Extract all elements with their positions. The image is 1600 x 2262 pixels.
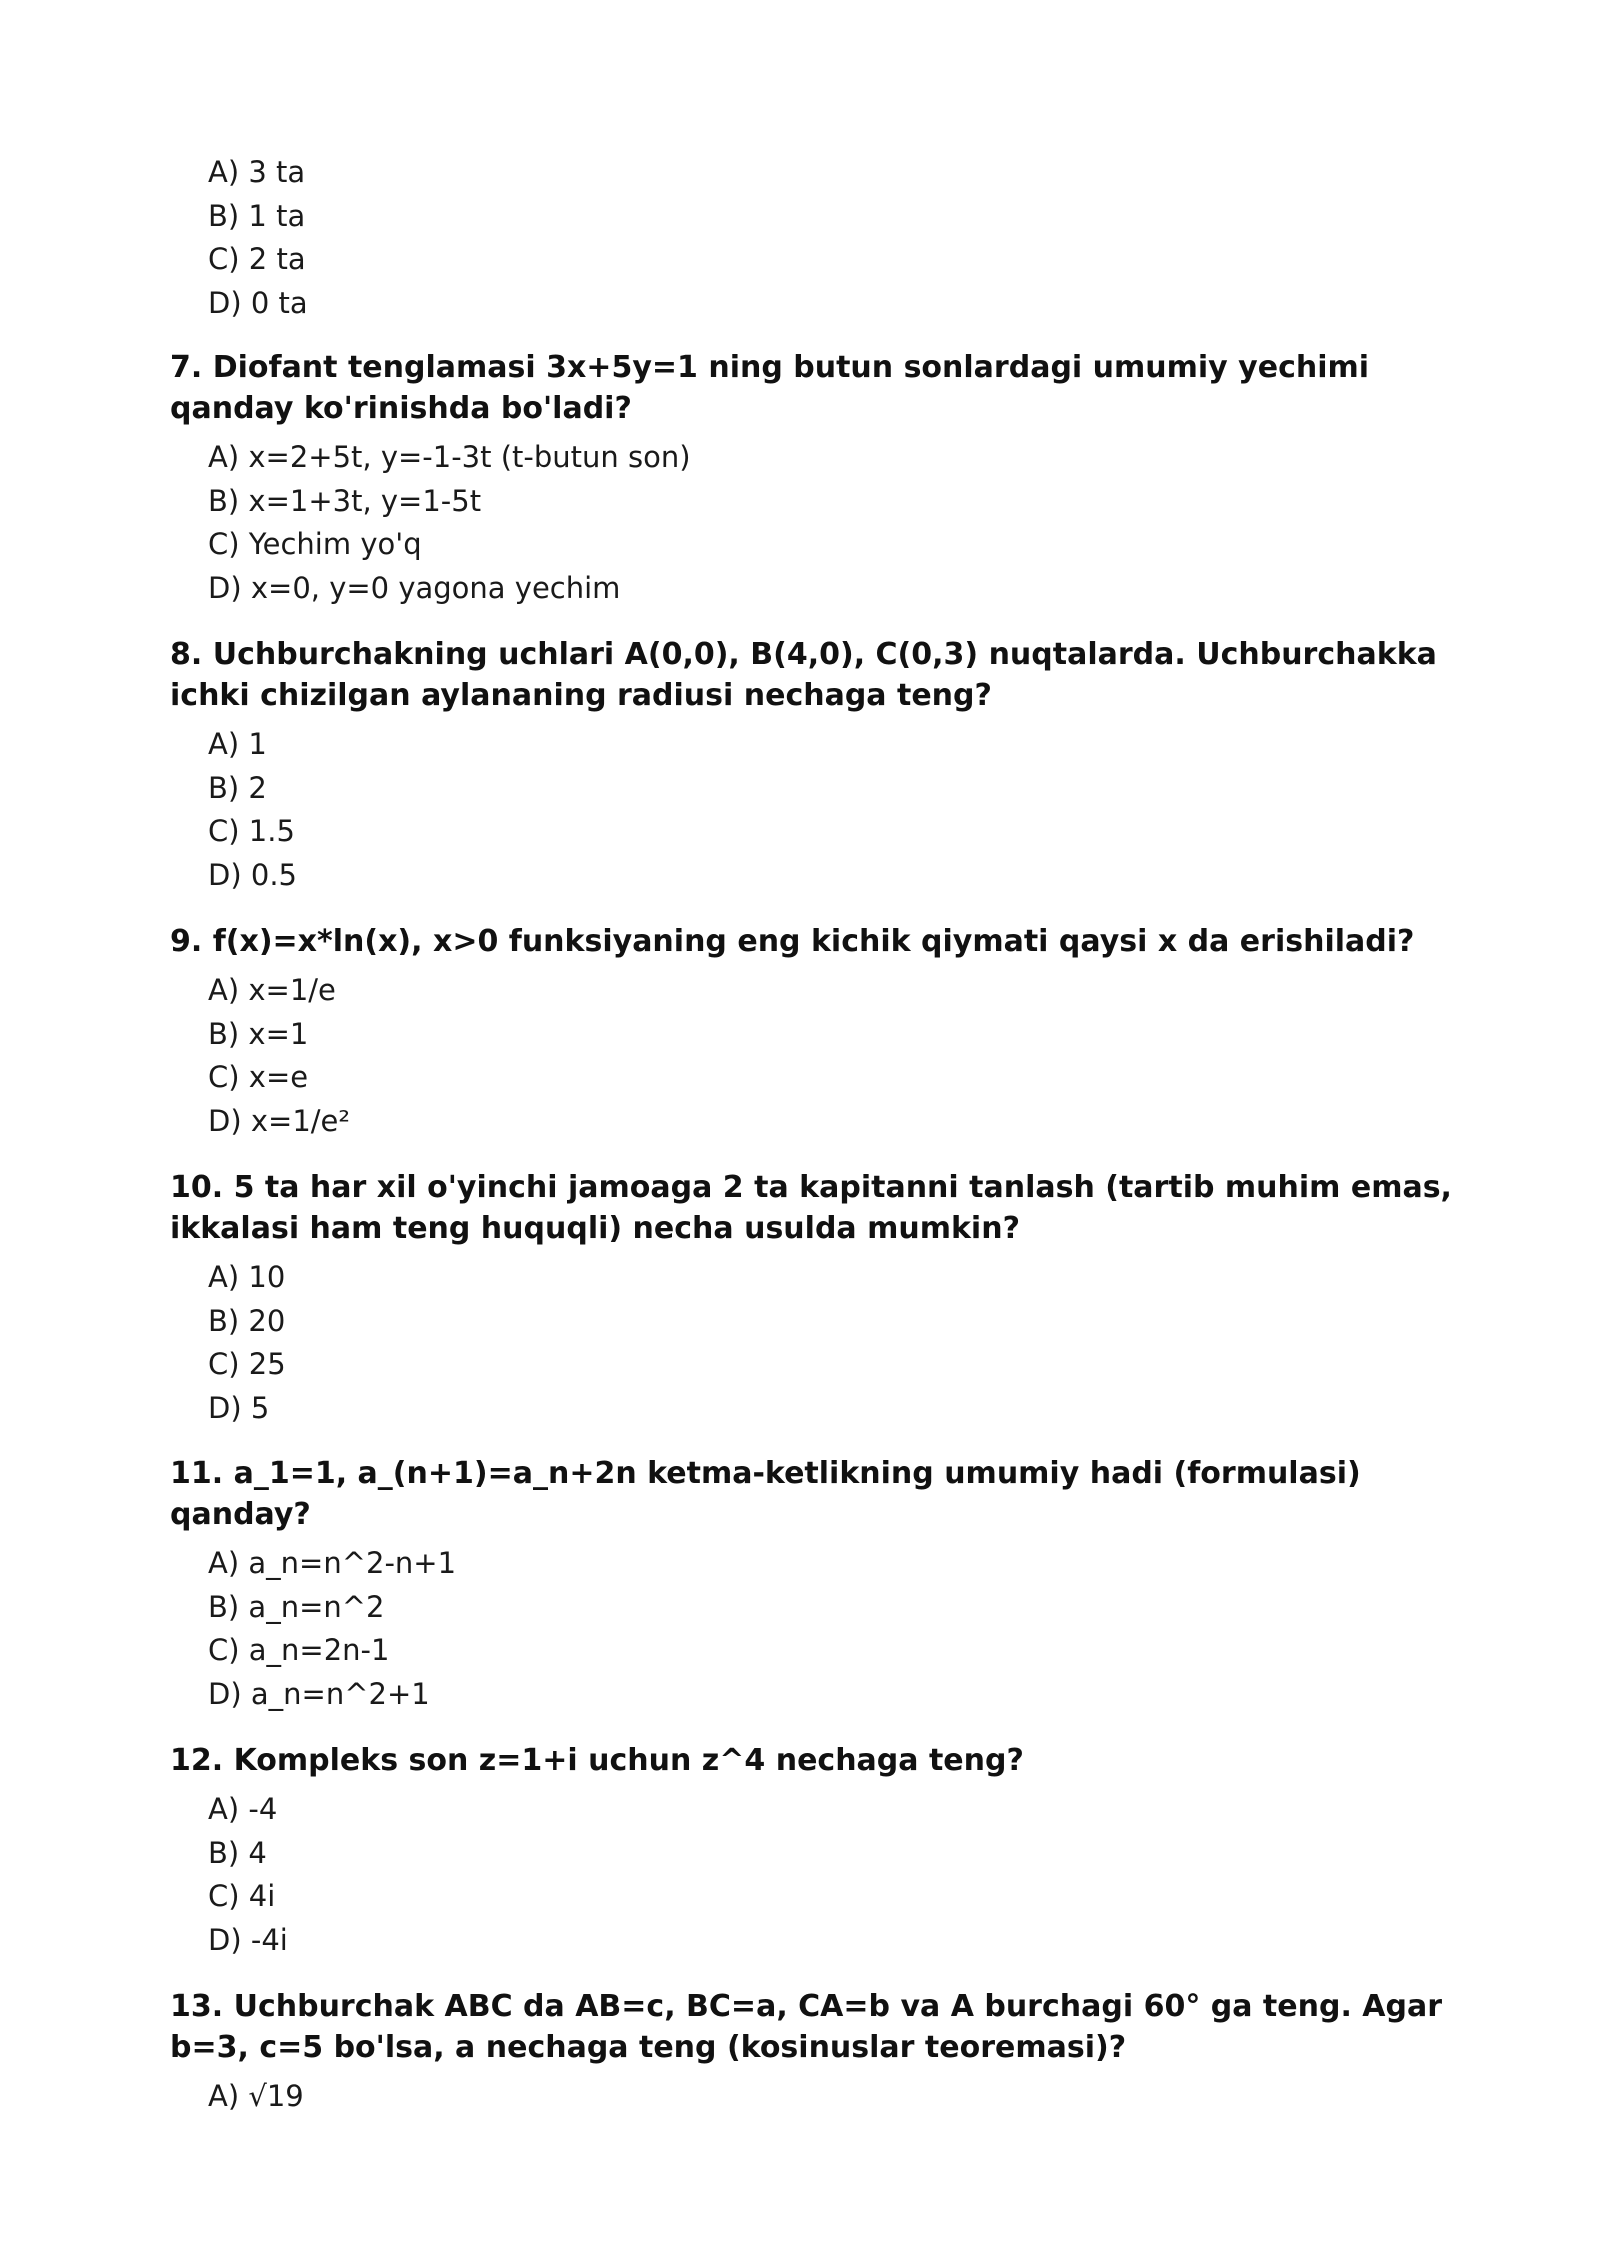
option-list — [170, 1788, 1470, 1962]
option-item: A) x=2+5t, y=-1-3t (t-butun son) — [208, 440, 691, 474]
question-text: 9. f(x)=x*ln(x), x>0 funksiyaning eng kichik qiymati qaysi x da erishiladi? — [170, 924, 1415, 959]
question-text: 8. Uchburchakning uchlari A(0,0), B(4,0), C(0,3) nuqtalarda. Uchburchakka ichki chizilgan aylananing radiusi nechaga teng? — [170, 637, 1437, 713]
question-12 — [170, 1740, 1470, 1962]
option-item: A) x=1/e — [208, 973, 336, 1007]
option-item: B) 1 ta — [208, 198, 306, 233]
question-10 — [170, 1167, 1470, 1430]
option-item: C) x=e — [208, 1060, 309, 1094]
option-item: D) 0.5 — [208, 857, 297, 892]
option-item: C) 2 ta — [208, 242, 306, 276]
option-item: D) x=1/e² — [208, 1103, 351, 1138]
option-item: A) 10 — [208, 1260, 286, 1294]
option-item: C) Yechim yo'q — [208, 527, 422, 561]
lead-options-block — [170, 151, 1470, 325]
option-list — [170, 969, 1470, 1143]
option-item: B) 20 — [208, 1303, 286, 1338]
question-11 — [170, 1453, 1470, 1716]
option-list — [170, 1256, 1470, 1430]
option-item: C) 1.5 — [208, 814, 295, 848]
option-list — [170, 436, 1470, 610]
option-item: B) a_n=n^2 — [208, 1589, 385, 1624]
option-item: D) -4i — [208, 1922, 288, 1957]
option-list — [170, 1542, 1470, 1716]
question-text: 12. Kompleks son z=1+i uchun z^4 nechaga teng? — [170, 1743, 1024, 1778]
option-item: B) x=1 — [208, 1016, 309, 1051]
option-item: A) 1 — [208, 727, 267, 761]
option-item: C) a_n=2n-1 — [208, 1633, 390, 1667]
option-item: D) x=0, y=0 yagona yechim — [208, 570, 621, 605]
option-item: A) -4 — [208, 1792, 278, 1826]
option-item: D) 5 — [208, 1390, 270, 1425]
option-item: D) 0 ta — [208, 285, 308, 320]
option-item: B) 2 — [208, 770, 267, 805]
option-item: C) 25 — [208, 1347, 286, 1381]
question-text: 13. Uchburchak ABC da AB=c, BC=a, CA=b va A burchagi 60° ga teng. Agar b=3, c=5 bo'lsa, a nechaga teng (kosinuslar teoremasi)? — [170, 1989, 1443, 2065]
question-text: 10. 5 ta har xil o'yinchi jamoaga 2 ta kapitanni tanlash (tartib muhim emas, ikkalasi ham teng huquqli) necha usulda mumkin? — [170, 1170, 1452, 1246]
option-item: C) 4i — [208, 1879, 276, 1913]
question-8 — [170, 634, 1470, 897]
option-list — [170, 2075, 1470, 2119]
question-text: 7. Diofant tenglamasi 3x+5y=1 ning butun sonlardagi umumiy yechimi qanday ko'rinishda bo'ladi? — [170, 350, 1370, 426]
option-item: A) a_n=n^2-n+1 — [208, 1546, 457, 1580]
option-list — [170, 151, 1470, 325]
option-item: B) x=1+3t, y=1-5t — [208, 483, 482, 518]
option-item: A) √19 — [208, 2079, 304, 2113]
question-13 — [170, 1986, 1470, 2119]
question-text: 11. a_1=1, a_(n+1)=a_n+2n ketma-ketlikning umumiy hadi (formulasi) qanday? — [170, 1456, 1361, 1532]
option-item: A) 3 ta — [208, 155, 306, 189]
question-9 — [170, 921, 1470, 1143]
option-item: B) 4 — [208, 1835, 267, 1870]
option-list — [170, 723, 1470, 897]
option-item: D) a_n=n^2+1 — [208, 1676, 430, 1711]
question-7 — [170, 347, 1470, 610]
